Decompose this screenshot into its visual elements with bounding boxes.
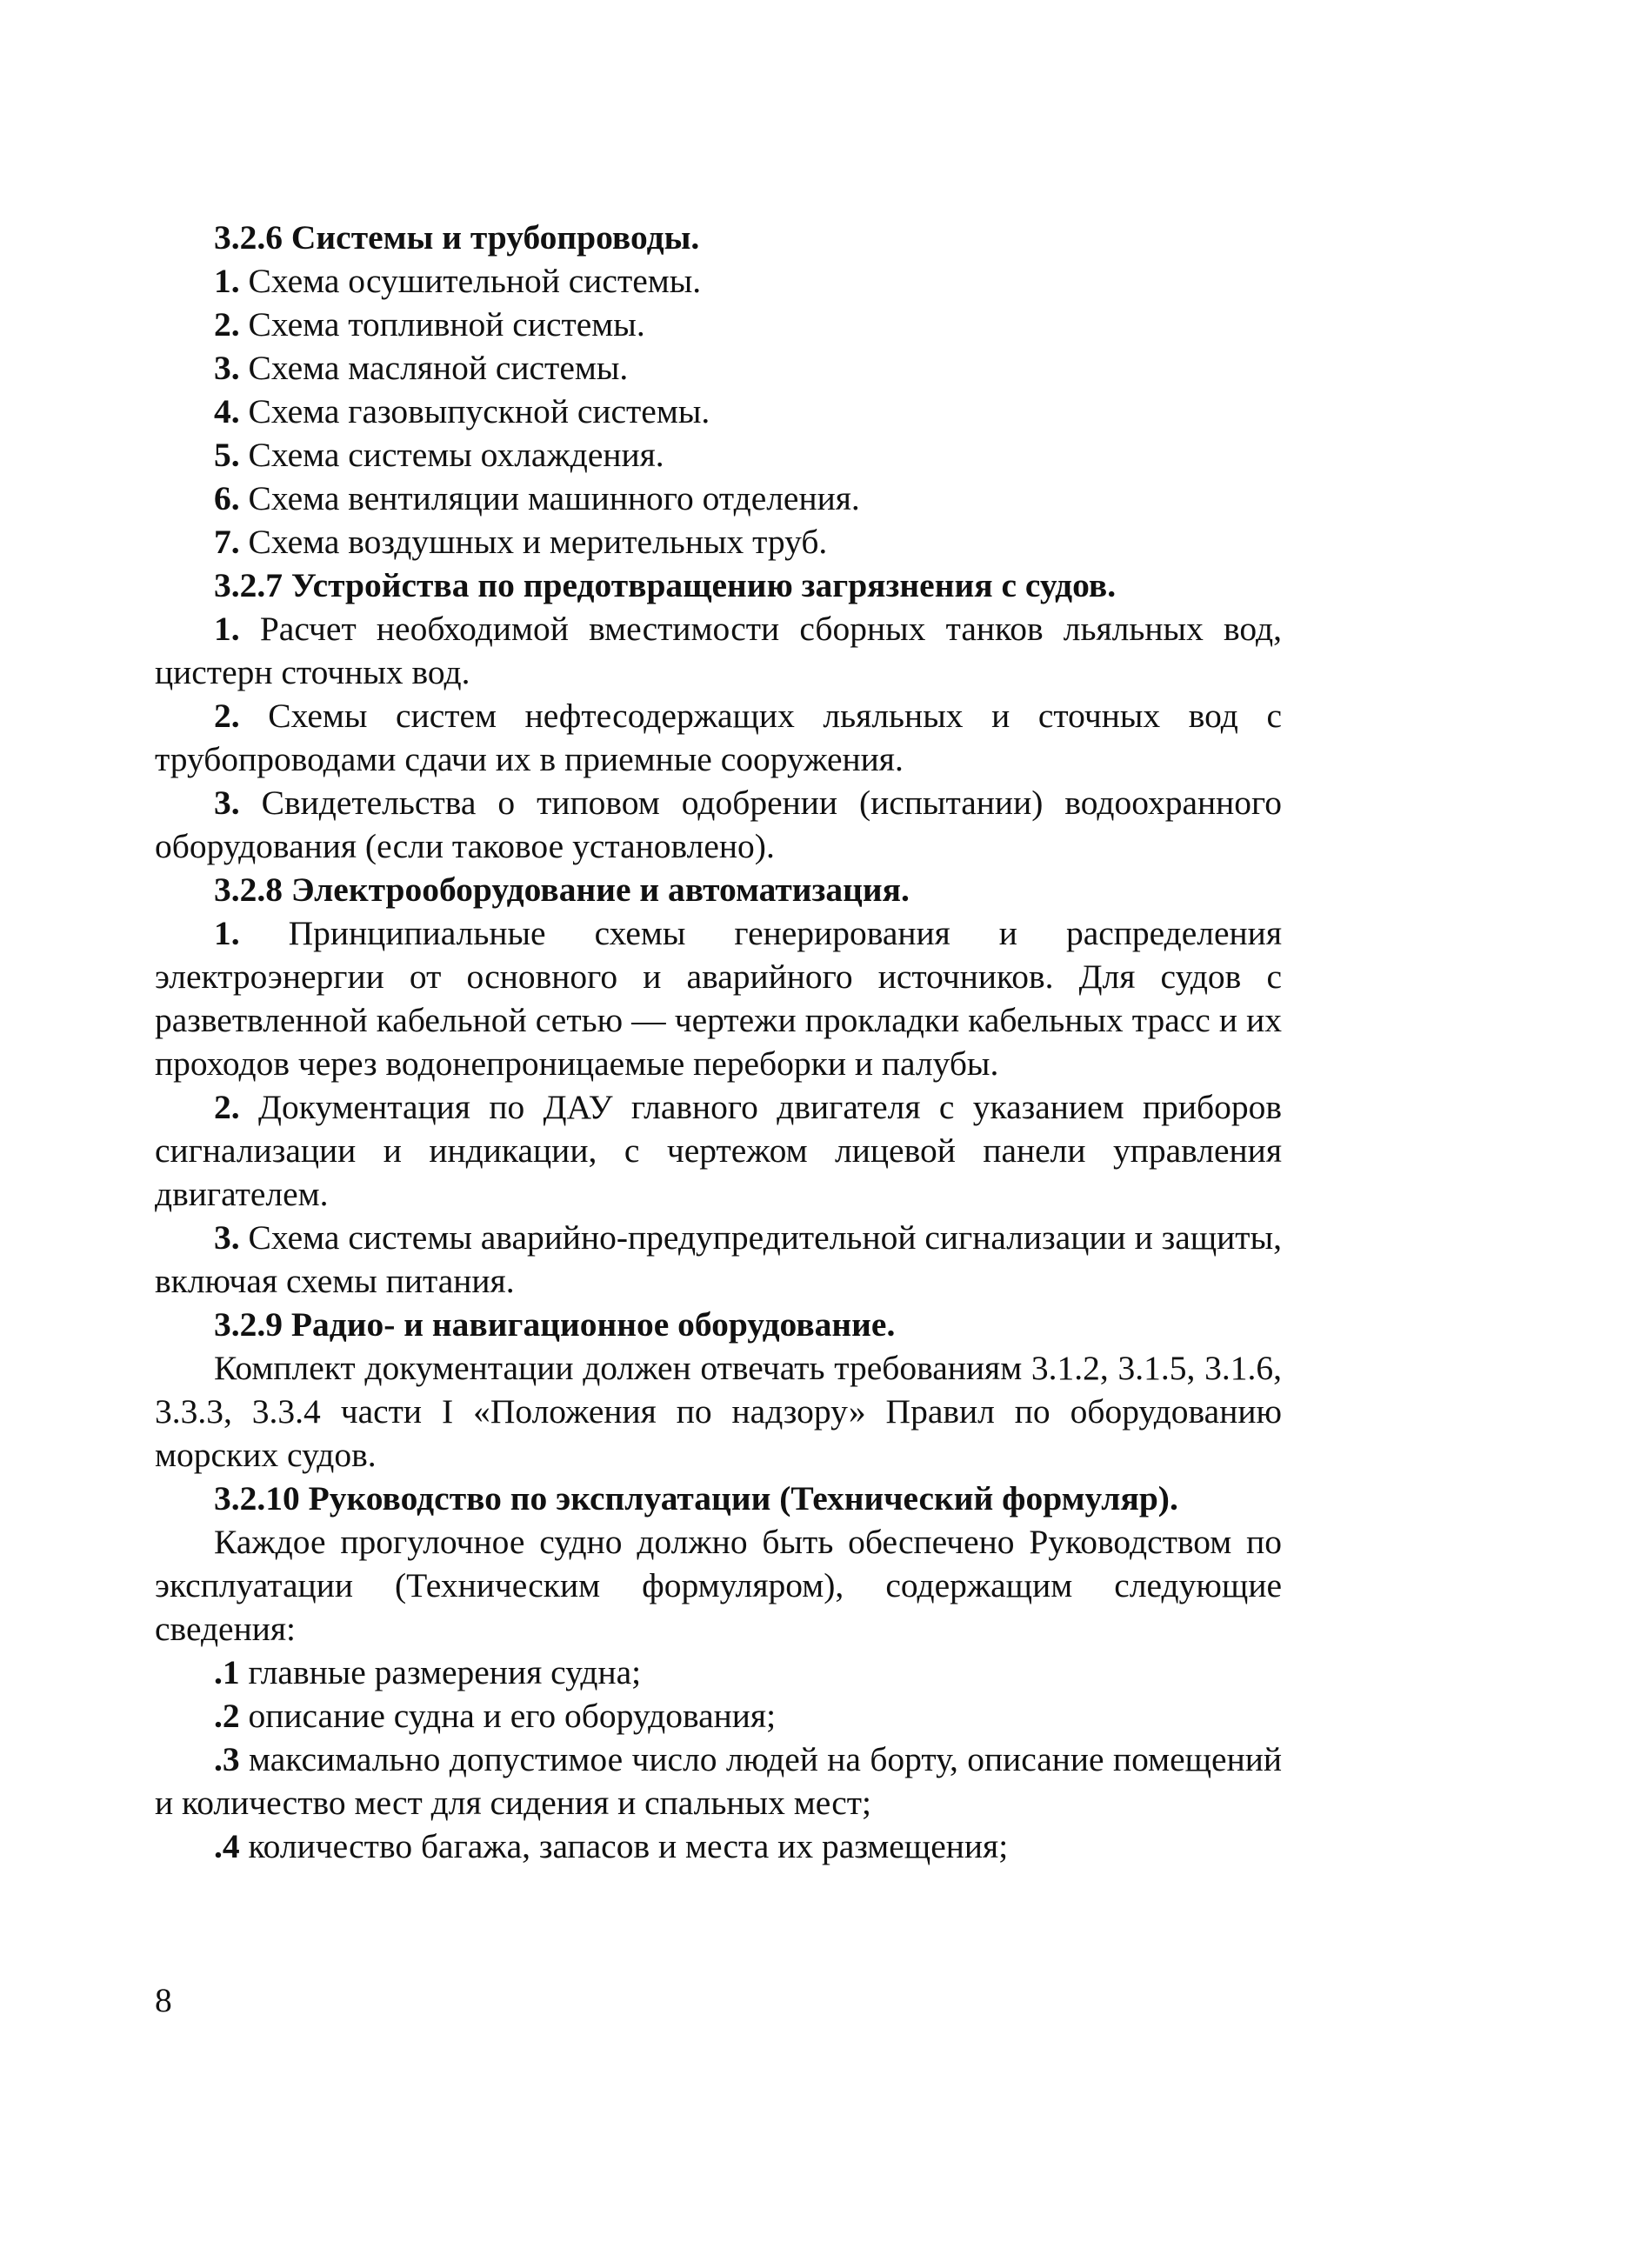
item-number: 1. bbox=[214, 610, 240, 648]
section-heading: 3.2.9 Радио- и навигационное оборудование. bbox=[214, 1305, 896, 1344]
item-number: .3 bbox=[214, 1740, 240, 1778]
item-text: Схема топливной системы. bbox=[239, 305, 645, 344]
list-item bbox=[155, 1085, 1282, 1216]
item-number: 1. bbox=[214, 914, 240, 952]
item-number: .4 bbox=[214, 1827, 240, 1865]
list-item bbox=[155, 1738, 1282, 1824]
section-heading: 3.2.10 Руководство по эксплуатации (Технический формуляр). bbox=[214, 1479, 1178, 1518]
item-number: 5. bbox=[214, 436, 240, 474]
item-text: Расчет необходимой вместимости сборных танков льяльных вод, цистерн сточных вод. bbox=[155, 610, 1282, 691]
item-text: Схема осушительной системы. bbox=[239, 262, 702, 300]
item-text: Схема вентиляции машинного отделения. bbox=[239, 479, 860, 517]
body-paragraph: Каждое прогулочное судно должно быть обеспечено Руководством по эксплуатации (Техническим формуляром), содержащим следующие сведения: bbox=[155, 1523, 1282, 1648]
list-item bbox=[155, 303, 1282, 346]
list-item bbox=[155, 911, 1282, 1085]
list-item bbox=[155, 607, 1282, 694]
item-number: 2. bbox=[214, 305, 240, 344]
list-item bbox=[155, 390, 1282, 433]
item-text: Документация по ДАУ главного двигателя с указанием приборов сигнализации и индикации, с чертежом лицевой панели управления двигателем. bbox=[155, 1088, 1282, 1213]
list-item bbox=[155, 1694, 1282, 1738]
item-text: Схемы систем нефтесодержащих льяльных и сточных вод с трубопроводами сдачи их в приемные сооружения. bbox=[155, 697, 1282, 778]
section-heading: 3.2.6 Системы и трубопроводы. bbox=[214, 218, 700, 257]
item-text: Схема системы охлаждения. bbox=[239, 436, 664, 474]
item-number: 2. bbox=[214, 697, 240, 735]
list-item bbox=[155, 694, 1282, 781]
item-number: 4. bbox=[214, 392, 240, 430]
page-number: 8 bbox=[155, 1981, 172, 2019]
item-text: Схема воздушных и мерительных труб. bbox=[239, 523, 828, 561]
item-text: главные размерения судна; bbox=[239, 1653, 642, 1691]
list-item bbox=[155, 477, 1282, 520]
item-text: Схема системы аварийно-предупредительной сигнализации и защиты, включая схемы питания. bbox=[155, 1218, 1282, 1300]
item-number: 6. bbox=[214, 479, 240, 517]
item-text: Принципиальные схемы генерирования и распределения электроэнергии от основного и аварийного источников. Для судов с разветвленной кабельной сетью — чертежи прокладки кабельных трасс и их проходов через водонепроницаемые переборки и палубы. bbox=[155, 914, 1282, 1083]
item-text: Схема масляной системы. bbox=[239, 349, 629, 387]
item-number: 3. bbox=[214, 784, 240, 822]
list-item bbox=[155, 1216, 1282, 1303]
item-text: Свидетельства о типовом одобрении (испытании) водоохранного оборудования (если таковое установлено). bbox=[155, 784, 1282, 865]
list-item bbox=[155, 346, 1282, 390]
item-number: 3. bbox=[214, 1218, 240, 1257]
document-page bbox=[155, 216, 1282, 1868]
item-number: .1 bbox=[214, 1653, 240, 1691]
item-number: 1. bbox=[214, 262, 240, 300]
list-item bbox=[155, 1651, 1282, 1694]
item-text: количество багажа, запасов и места их размещения; bbox=[239, 1827, 1009, 1865]
list-item bbox=[155, 781, 1282, 868]
list-item bbox=[155, 1824, 1282, 1868]
item-text: максимально допустимое число людей на борту, описание помещений и количество мест для сидения и спальных мест; bbox=[155, 1740, 1282, 1822]
list-item bbox=[155, 259, 1282, 303]
body-paragraph: Комплект документации должен отвечать требованиям 3.1.2, 3.1.5, 3.1.6, 3.3.3, 3.3.4 части I «Положения по надзору» Правил по оборудованию морских судов. bbox=[155, 1349, 1282, 1474]
section-heading: 3.2.7 Устройства по предотвращению загрязнения с судов. bbox=[214, 566, 1117, 604]
item-number: 7. bbox=[214, 523, 240, 561]
item-number: .2 bbox=[214, 1697, 240, 1735]
item-number: 3. bbox=[214, 349, 240, 387]
list-item bbox=[155, 520, 1282, 564]
item-text: Схема газовыпускной системы. bbox=[239, 392, 710, 430]
section-heading: 3.2.8 Электрооборудование и автоматизация. bbox=[214, 871, 910, 909]
item-number: 2. bbox=[214, 1088, 240, 1126]
item-text: описание судна и его оборудования; bbox=[239, 1697, 777, 1735]
list-item bbox=[155, 433, 1282, 477]
